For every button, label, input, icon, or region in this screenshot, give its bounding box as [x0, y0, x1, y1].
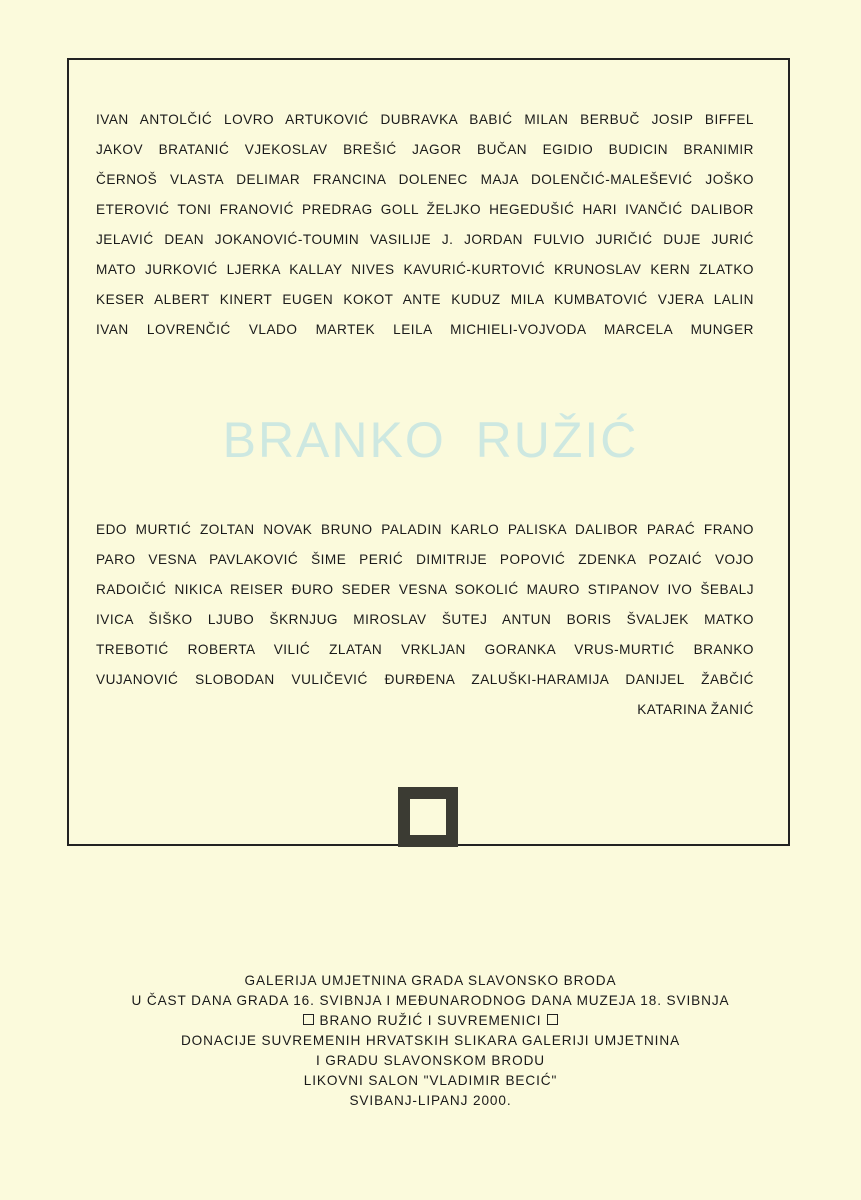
name-line: PARO VESNA PAVLAKOVIĆ ŠIME PERIĆ DIMITRIJE POPOVIĆ ZDENKA POZAIĆ VOJO: [96, 552, 754, 567]
donation-line: DONACIJE SUVREMENIH HRVATSKIH SLIKARA GALERIJI UMJETNINA: [180, 1033, 681, 1048]
venue-line: LIKOVNI SALON "VLADIMIR BECIĆ": [303, 1073, 558, 1088]
name-line: KESER ALBERT KINERT EUGEN KOKOT ANTE KUDUZ MILA KUMBATOVIĆ VJERA LALIN: [96, 292, 754, 307]
artist-names-top: [96, 109, 754, 349]
name-line: RADOIČIĆ NIKICA REISER ĐURO SEDER VESNA SOKOLIĆ MAURO STIPANOV IVO ŠEBALJ: [96, 582, 754, 597]
occasion-line: U ČAST DANA GRADA 16. SVIBNJA I MEĐUNARODNOG DANA MUZEJA 18. SVIBNJA: [131, 993, 730, 1008]
name-line: MATO JURKOVIĆ LJERKA KALLAY NIVES KAVURIĆ-KURTOVIĆ KRUNOSLAV KERN ZLATKO: [96, 262, 754, 277]
name-line: JELAVIĆ DEAN JOKANOVIĆ-TOUMIN VASILIJE J. JORDAN FULVIO JURIČIĆ DUJE JURIĆ: [96, 232, 754, 247]
name-line: KATARINA ŽANIĆ: [637, 702, 754, 717]
exhibition-title-line: [0, 1011, 861, 1031]
colophon: [0, 971, 861, 1111]
name-line: IVICA ŠIŠKO LJUBO ŠKRNJUG MIROSLAV ŠUTEJ ANTUN BORIS ŠVALJEK MATKO: [96, 612, 754, 627]
donation-line-cont: I GRADU SLAVONSKOM BRODU: [315, 1053, 546, 1068]
square-bullet-icon: [547, 1014, 558, 1025]
name-line: IVAN LOVRENČIĆ VLADO MARTEK LEILA MICHIELI-VOJVODA MARCELA MUNGER: [96, 322, 754, 337]
name-line: EDO MURTIĆ ZOLTAN NOVAK BRUNO PALADIN KARLO PALISKA DALIBOR PARAĆ FRANO: [96, 522, 754, 537]
name-line: IVAN ANTOLČIĆ LOVRO ARTUKOVIĆ DUBRAVKA BABIĆ MILAN BERBUČ JOSIP BIFFEL: [96, 112, 754, 127]
exhibition-title: BRANO RUŽIĆ I SUVREMENICI: [319, 1013, 542, 1028]
name-line: TREBOTIĆ ROBERTA VILIĆ ZLATAN VRKLJAN GORANKA VRUS-MURTIĆ BRANKO: [96, 642, 754, 657]
name-line: VUJANOVIĆ SLOBODAN VULIČEVIĆ ĐURĐENA ZALUŠKI-HARAMIJA DANIJEL ŽABČIĆ: [96, 672, 754, 687]
name-line: JAKOV BRATANIĆ VJEKOSLAV BREŠIĆ JAGOR BUČAN EGIDIO BUDICIN BRANIMIR: [96, 142, 754, 157]
name-line: ETEROVIĆ TONI FRANOVIĆ PREDRAG GOLL ŽELJKO HEGEDUŠIĆ HARI IVANČIĆ DALIBOR: [96, 202, 754, 217]
name-line: ČERNOŠ VLASTA DELIMAR FRANCINA DOLENEC MAJA DOLENČIĆ-MALEŠEVIĆ JOŠKO: [96, 172, 754, 187]
square-logo-mark: [398, 787, 458, 847]
square-logo-inner: [410, 799, 446, 835]
date-line: SVIBANJ-LIPANJ 2000.: [349, 1093, 512, 1108]
gallery-name: GALERIJA UMJETNINA GRADA SLAVONSKO BRODA: [244, 973, 617, 988]
featured-artist-title: BRANKO RUŽIĆ: [222, 412, 639, 468]
artist-names-bottom: [96, 519, 754, 729]
square-bullet-icon: [303, 1014, 314, 1025]
